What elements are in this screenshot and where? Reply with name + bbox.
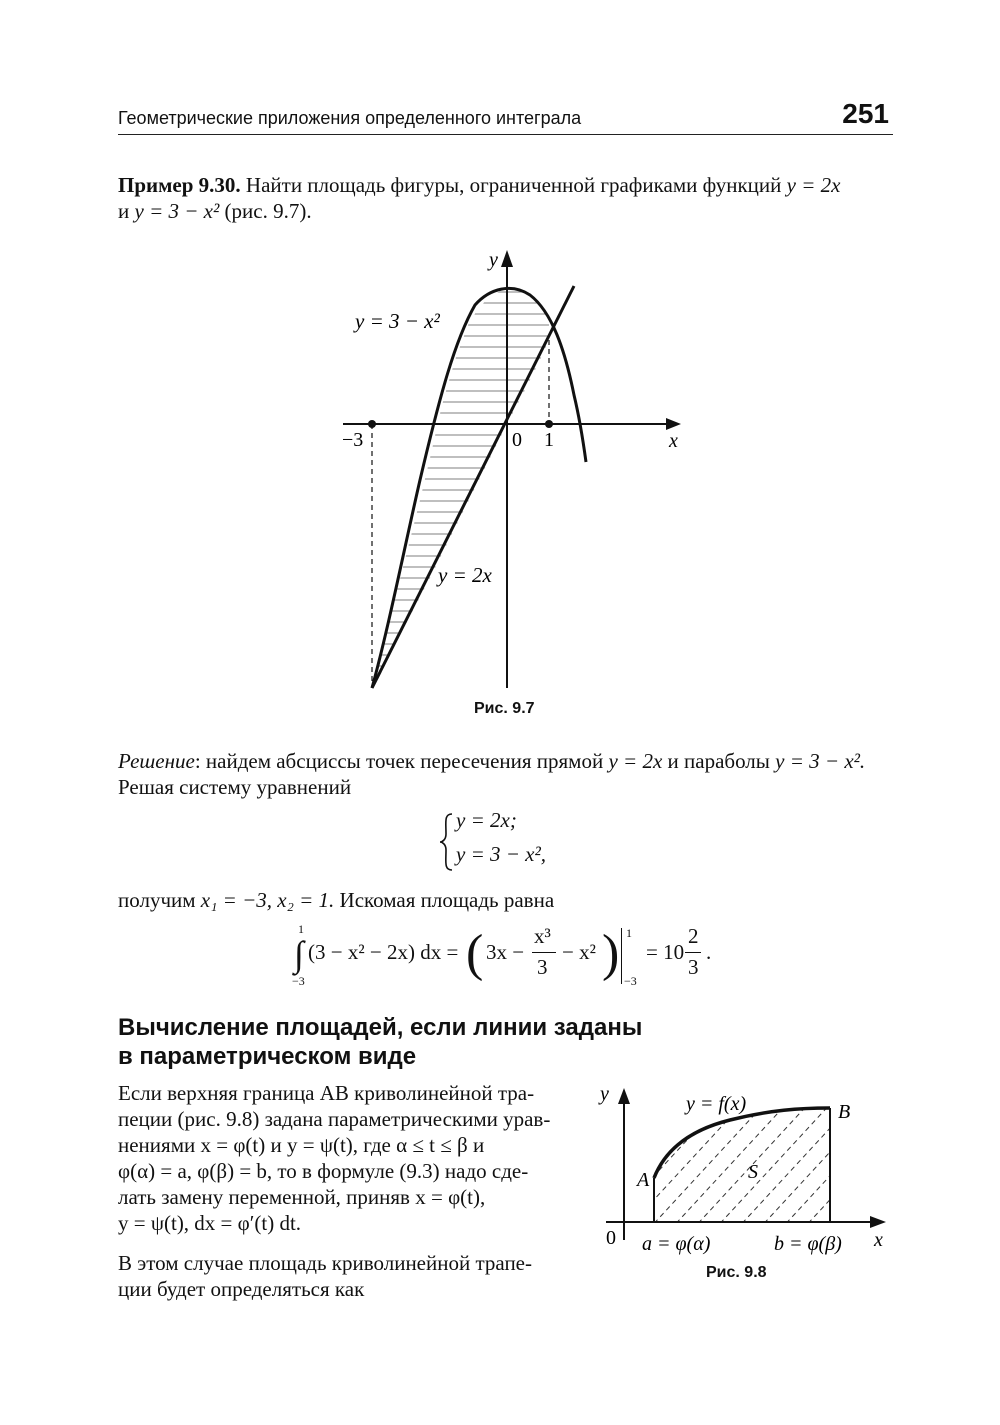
solution-text4a: получим — [118, 888, 196, 912]
integral-upper-limit: 1 — [298, 922, 304, 936]
para-line-5: лать замену переменной, приняв x = φ(t), — [118, 1185, 486, 1209]
hatch-line — [846, 1100, 966, 1230]
section-heading-line2: в параметрическом виде — [118, 1043, 417, 1070]
para-line-3: нениями x = φ(t) и y = ψ(t), где α ≤ t ≤ β и — [118, 1133, 485, 1157]
example-and: и — [118, 199, 130, 223]
running-title: Геометрические приложения определенного интеграла — [118, 108, 582, 128]
para-line-6: y = ψ(t), dx = φ′(t) dt. — [118, 1211, 302, 1235]
solution-text2: и параболы — [667, 749, 770, 773]
para-line-4: φ(α) = a, φ(β) = b, то в формуле (9.3) надо сде- — [118, 1159, 529, 1183]
fig2-origin: 0 — [606, 1227, 616, 1249]
eval-lower: −3 — [624, 974, 637, 988]
result-end: . — [706, 940, 712, 964]
hatch-line — [582, 1100, 702, 1230]
solution-x2: x₂ = 1. — [277, 888, 335, 912]
fig2-tick-b: b = φ(β) — [774, 1233, 842, 1255]
paren-left: ( — [466, 925, 484, 982]
example-ref: (рис. 9.7). — [224, 199, 312, 223]
para2-line-1: В этом случае площадь криволинейной трапе- — [118, 1251, 532, 1275]
system-eq2-text: y = 3 − x², — [456, 842, 547, 866]
integral-sign: ∫ — [294, 934, 304, 974]
figure-9-8-hatching — [560, 1100, 1000, 1230]
integrand: (3 − x² − 2x) dx = — [308, 940, 459, 964]
example-eq1: y = 2x — [786, 173, 841, 197]
hatch-line — [604, 1100, 724, 1230]
result-den: 3 — [688, 955, 699, 979]
example-text: Найти площадь фигуры, ограниченной графиками функций — [245, 173, 782, 197]
para-line-1: Если верхняя граница AB криволинейной тра- — [118, 1081, 535, 1105]
hatch-line — [890, 1100, 1000, 1230]
fig1-tick-0: 0 — [512, 429, 522, 451]
antiderivative-a: 3x − — [486, 940, 525, 964]
solution-eq-line: y = 2x — [608, 749, 663, 773]
antiderivative-num: x³ — [534, 924, 551, 948]
fig2-curve-label: y = f(x) — [686, 1093, 747, 1115]
fig1-axis-y-label: y — [489, 249, 498, 271]
hatch-line — [868, 1100, 988, 1230]
solution-text1: : найдем абсциссы точек пересечения прямой — [194, 749, 604, 773]
hatch-line — [802, 1100, 922, 1230]
paren-right: ) — [602, 925, 620, 982]
solution-x1: x₁ = −3, — [200, 888, 272, 912]
fig1-line-label: y = 2x — [438, 563, 492, 587]
result-num: 2 — [688, 924, 699, 948]
system-eq1-text: y = 2x; — [456, 808, 517, 832]
fig1-tick-1: 1 — [544, 429, 554, 451]
fig2-tick-a: a = φ(α) — [642, 1233, 711, 1255]
solution-label: Решение — [118, 749, 195, 773]
fig1-tick-neg3: −3 — [342, 429, 364, 451]
solution-eq-par: y = 3 − x². — [775, 749, 866, 773]
fig2-point-b: B — [838, 1101, 851, 1123]
example-label: Пример 9.30. — [118, 173, 241, 197]
fig2-x-axis-arrow — [870, 1216, 886, 1228]
figure-9-7-caption: Рис. 9.7 — [474, 700, 535, 717]
figure-9-8-caption: Рис. 9.8 — [706, 1264, 767, 1281]
para-line-2: пеции (рис. 9.8) задана параметрическими урав- — [118, 1107, 551, 1131]
solution-text4b: Искомая площадь равна — [339, 888, 555, 912]
fig2-y-axis-arrow — [618, 1088, 630, 1104]
fig2-axis-y-label: y — [600, 1083, 609, 1105]
fig1-curve-label: y = 3 − x² — [355, 309, 440, 333]
solution-line2: Решая систему уравнений — [118, 775, 352, 799]
fig2-point-a: A — [637, 1169, 650, 1191]
fig2-area-label: S — [748, 1161, 758, 1183]
result: = 10 — [646, 940, 685, 964]
fig2-axis-x-label: x — [874, 1229, 883, 1251]
eval-upper: 1 — [626, 926, 632, 940]
fig1-axis-x-label: x — [669, 430, 678, 452]
antiderivative-den: 3 — [537, 955, 548, 979]
fig2-curve — [654, 1108, 830, 1178]
antiderivative-b: − x² — [562, 940, 596, 964]
para2-line-2: ции будет определяться как — [118, 1277, 365, 1301]
page-number: 251 — [842, 98, 889, 129]
example-eq2: y = 3 − x² — [134, 199, 220, 223]
hatch-line — [758, 1100, 878, 1230]
section-heading-line1: Вычисление площадей, если линии заданы — [118, 1014, 643, 1041]
integral-lower-limit: −3 — [292, 974, 305, 988]
